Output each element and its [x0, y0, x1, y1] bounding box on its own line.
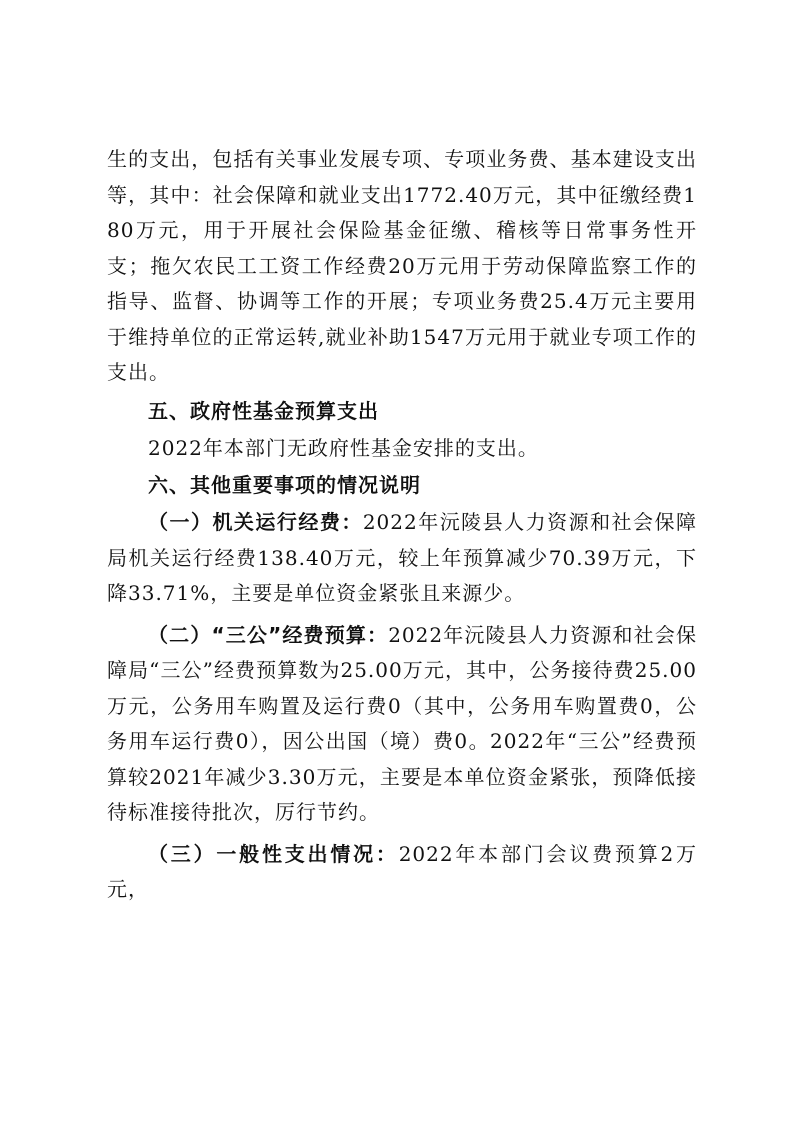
heading-government-fund-budget: 五、政府性基金预算支出 — [148, 398, 379, 423]
paragraph-expenditure-details: 生的支出，包括有关事业发展专项、专项业务费、基本建设支出等，其中：社会保障和就业支出1772.40万元，其中征缴经费180万元，用于开展社会保险基金征缴、稽核等日常事务性开支；拖欠农民工工资工作经费20万元用于劳动保障监察工作的指导、监督、协调等工作的开展；专项业务费25.4万元主要用于维持单位的正常运转,就业补助1547万元用于就业专项工作的支出。 — [107, 147, 697, 384]
section-text: 2022年本部门会议费预算2万元， — [107, 841, 697, 901]
section-three-public-expenses — [107, 618, 697, 831]
document-body — [107, 142, 697, 908]
section-general-expenditure — [107, 837, 697, 908]
section-label: （一）机关运行经费： — [148, 510, 363, 534]
section-office-operating-expenses — [107, 505, 697, 612]
section-text: 2022年沅陵县人力资源和社会保障局机关运行经费138.40万元，较上年预算减少70.39万元，下降33.71%，主要是单位资金紧张且来源少。 — [107, 510, 697, 605]
section-label: （三）一般性支出情况： — [148, 841, 399, 866]
section-label: （二）“三公”经费预算： — [148, 622, 389, 647]
heading-other-matters: 六、其他重要事项的情况说明 — [148, 473, 421, 497]
section-text: 2022年沅陵县人力资源和社会保障局“三公”经费预算数为25.00万元，其中，公务接待费25.00万元，公务用车购置及运行费0（其中，公务用车购置费0，公务用车运行费0），因公出国（境）费0。2022年“三公”经费预算较2021年减少3.30万元，主要是本单位资金紧张，预降低接待标准接待批次，厉行节约。 — [107, 622, 697, 824]
paragraph-no-government-fund: 2022年本部门无政府性基金安排的支出。 — [148, 435, 539, 460]
